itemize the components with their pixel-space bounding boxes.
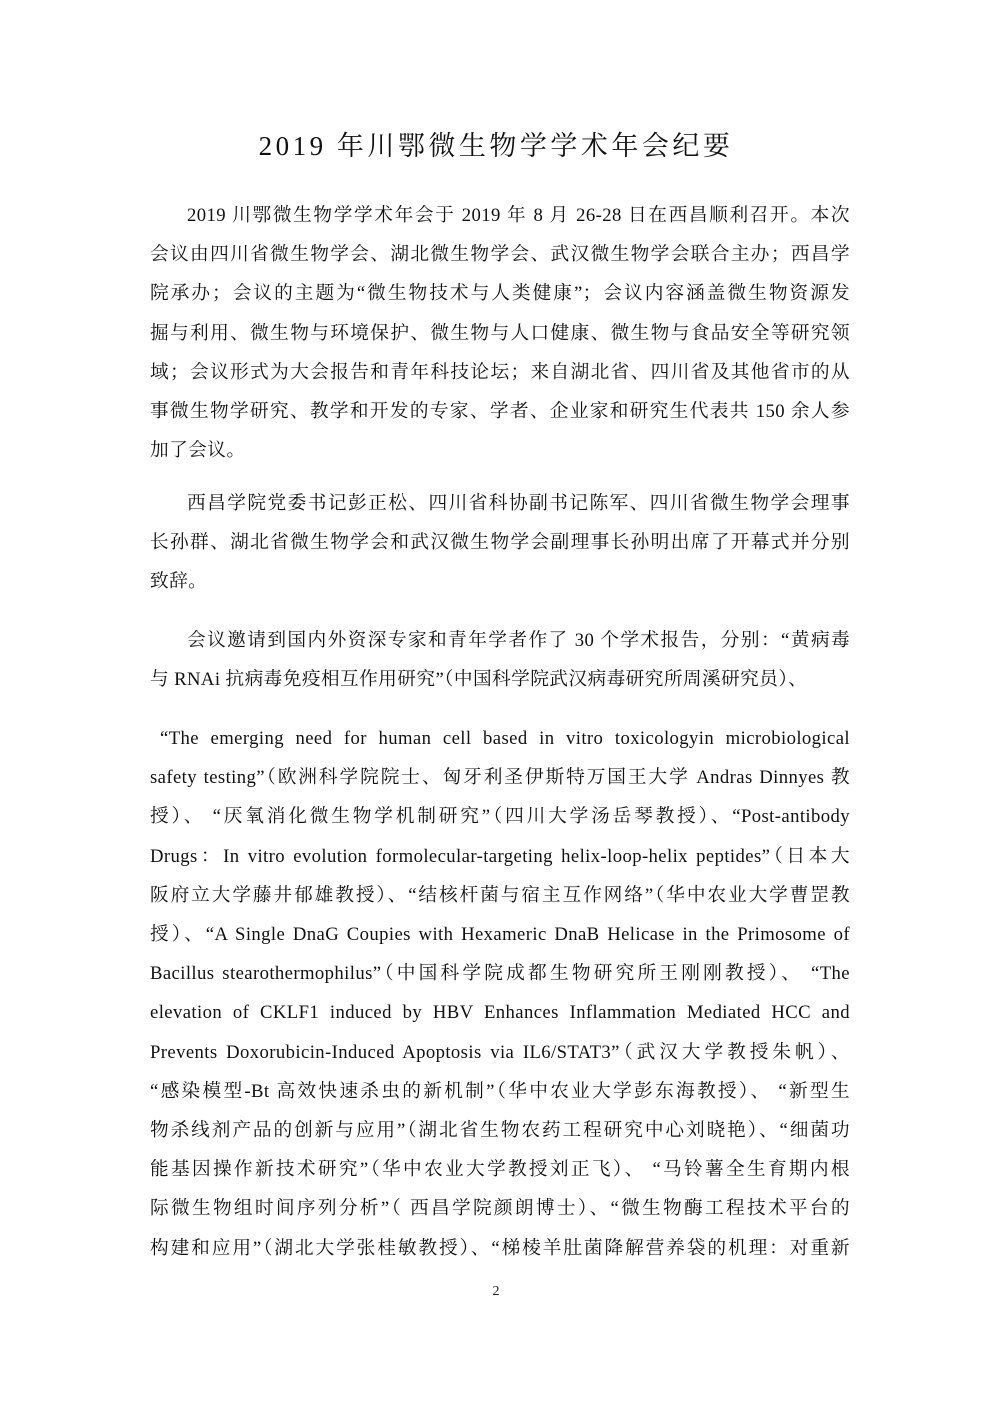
text-line: 西昌学院党委书记彭正松、四川省科协副书记陈军、四川省微生物学会理事 <box>187 493 850 514</box>
text-line: Prevents Doxorubicin-Induced Apoptosis via IL6/STAT3”（武汉大学教授朱帆）、 <box>150 1041 850 1063</box>
text-line: 致辞。 <box>150 571 208 593</box>
text-line: 2019 川鄂微生物学学术年会于 2019 年 8 月 26-28 日在西昌顺利召开。本次 <box>187 205 850 226</box>
text-line: 会议由四川省微生物学会、湖北微生物学会、武汉微生物学会联合主办；西昌学 <box>150 244 850 266</box>
paragraph-2 <box>150 484 850 602</box>
paragraph-3 <box>150 621 850 699</box>
text-line: 域；会议形式为大会报告和青年科技论坛；来自湖北省、四川省及其他省市的从 <box>150 361 850 383</box>
paragraph-1 <box>150 196 850 470</box>
paragraph-4 <box>150 719 850 1268</box>
text-line: 构建和应用”（湖北大学张桂敏教授）、“梯棱羊肚菌降解营养袋的机理：对重新 <box>150 1237 850 1259</box>
text-line: 事微生物学研究、教学和开发的专家、学者、企业家和研究生代表共 150 余人参 <box>150 401 850 423</box>
text-line: Drugs：In vitro evolution formolecular-targeting helix-loop-helix peptides”（日本大 <box>150 845 850 867</box>
text-line: 掘与利用、微生物与环境保护、微生物与人口健康、微生物与食品安全等研究领 <box>150 322 850 344</box>
text-line: 阪府立大学藤井郁雄教授）、“结核杆菌与宿主互作网络”（华中农业大学曹罡教 <box>150 884 850 906</box>
page-number: 2 <box>492 1284 500 1299</box>
text-line: 与 RNAi 抗病毒免疫相互作用研究”（中国科学院武汉病毒研究所周溪研究员）、 <box>150 669 808 691</box>
text-line: safety testing”（欧洲科学院院士、匈牙利圣伊斯特万国王大学 Andras Dinnyes 教 <box>150 767 850 789</box>
text-line: 会议邀请到国内外资深专家和青年学者作了 30 个学术报告，分别：“黄病毒 <box>187 630 850 651</box>
text-line: 院承办；会议的主题为“微生物技术与人类健康”；会议内容涵盖微生物资源发 <box>150 283 850 305</box>
text-line: 授）、 “厌氧消化微生物学机制研究”（四川大学汤岳琴教授）、“Post-antibody <box>150 806 850 828</box>
text-line: 加了会议。 <box>150 440 246 462</box>
text-line: 物杀线剂产品的创新与应用”（湖北省生物农药工程研究中心刘晓艳）、“细菌功 <box>150 1120 850 1142</box>
document-title: 2019 年川鄂微生物学学术年会纪要 <box>258 131 734 161</box>
text-line: 长孙群、湖北省微生物学会和武汉微生物学会副理事长孙明出席了开幕式并分别 <box>150 532 850 554</box>
text-line: “感染模型-Bt 高效快速杀虫的新机制”（华中农业大学彭东海教授）、 “新型生 <box>150 1080 850 1102</box>
text-line: 际微生物组时间序列分析”（ 西昌学院颜朗博士）、“微生物酶工程技术平台的 <box>150 1198 850 1220</box>
text-line: 能基因操作新技术研究”（华中农业大学教授刘正飞）、 “马铃薯全生育期内根 <box>150 1159 850 1181</box>
text-line: “The emerging need for human cell based in vitro toxicologyin microbiological <box>160 728 850 749</box>
text-line: elevation of CKLF1 induced by HBV Enhances Inflammation Mediated HCC and <box>150 1002 850 1024</box>
text-line: 授）、“A Single DnaG Coupies with Hexameric DnaB Helicase in the Primosome of <box>150 924 850 946</box>
text-line: Bacillus stearothermophilus”（中国科学院成都生物研究所王刚刚教授）、 “The <box>150 963 850 985</box>
